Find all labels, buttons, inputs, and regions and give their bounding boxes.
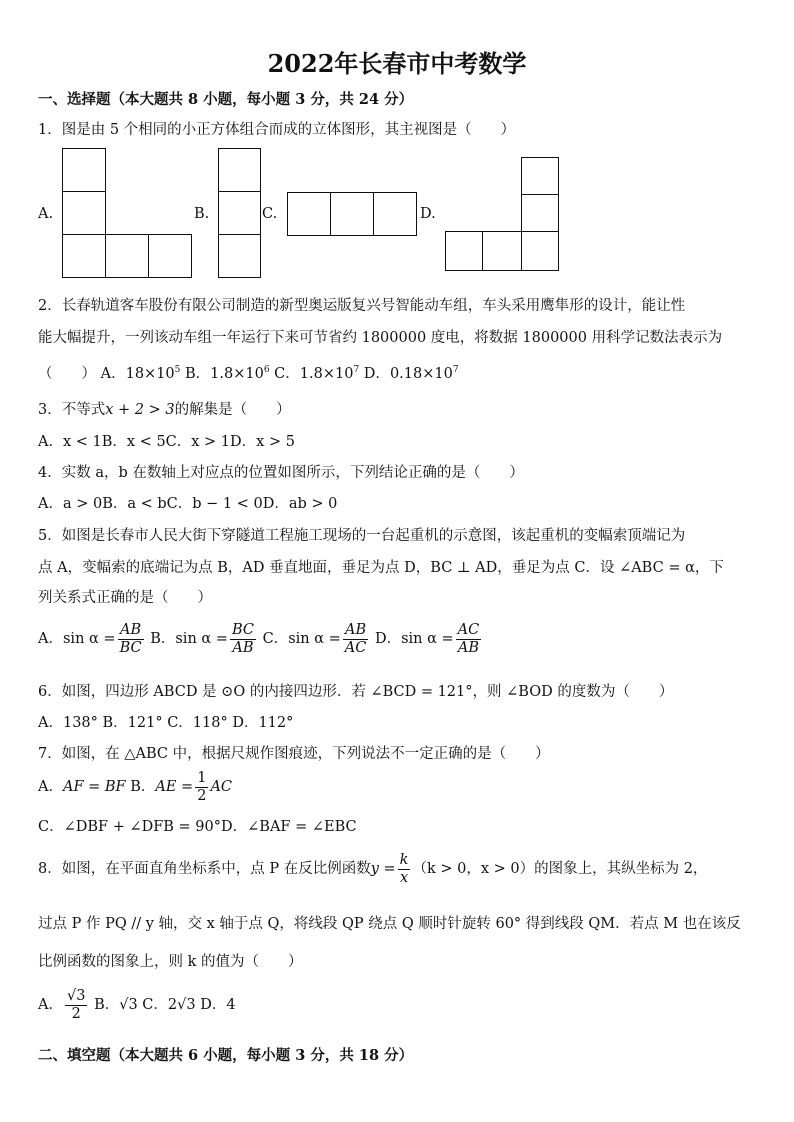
answer-paren: （ ）: [38, 366, 96, 382]
question-2-options: [38, 362, 459, 383]
option-c-value: 1.8×10: [299, 366, 354, 382]
question-7-stem: 7．如图，在 △ABC 中，根据尺规作图痕迹，下列说法不一定正确的是（ ）: [38, 746, 550, 762]
question-7-options-cd: C．∠DBF + ∠DFB = 90°D．∠BAF = ∠EBC: [38, 819, 357, 835]
question-6-stem: 6．如图，四边形 ABCD 是 ⊙O 的内接四边形．若 ∠BCD = 121°，则 ∠BOD 的度数为（ ）: [38, 684, 674, 700]
question-5-line3: 列关系式正确的是（ ）: [38, 590, 212, 606]
option-d-value: 0.18×10: [389, 366, 453, 382]
option-b-sin: sin α =: [175, 631, 228, 648]
option-a-sin: sin α =: [62, 631, 116, 648]
q1-b-square: [218, 148, 261, 192]
option-b-post: AC: [210, 779, 233, 796]
option-a-label: A．: [38, 779, 63, 796]
option-d-label: D．: [200, 997, 227, 1014]
option-b-fraction: [230, 622, 256, 656]
option-c-exponent: 7: [353, 365, 360, 376]
section-choice-heading: 一、选择题（本大题共 8 小题，每小题 3 分，共 24 分）: [38, 91, 414, 108]
denominator: AC: [344, 639, 367, 656]
option-d-fraction: [456, 622, 482, 656]
option-d-exponent: 7: [452, 365, 459, 376]
question-4-options: A．a > 0B．a < bC．b − 1 < 0D．ab > 0: [38, 496, 338, 512]
q1-d-square: [521, 194, 559, 232]
q1-c-square: [330, 192, 374, 236]
numerator: BC: [231, 622, 254, 638]
question-8-line3: 比例函数的图象上，则 k 的值为（ ）: [38, 954, 303, 970]
q1-option-b-label: B.: [194, 206, 210, 222]
option-c-label: C．: [262, 631, 289, 648]
denominator: BC: [119, 639, 142, 656]
question-1-stem: 1．图是由 5 个相同的小正方体组合而成的立体图形，其主视图是（ ）: [38, 122, 516, 138]
q1-c-square: [373, 192, 417, 236]
option-b-pre: AE =: [155, 779, 194, 796]
q1-option-d-label: D.: [420, 206, 436, 222]
q1-d-square: [482, 231, 522, 271]
option-d-label: D．: [363, 366, 390, 382]
question-2-line2: 能大幅提升，一列该动车组一年运行下来可节省约 1800000 度电，将数据 1800000 用科学记数法表示为: [38, 330, 723, 346]
q1-c-square: [287, 192, 331, 236]
question-8-line2: 过点 P 作 PQ // y 轴，交 x 轴于点 Q，将线段 QP 绕点 Q 顺时针旋转 60° 得到线段 QM．若点 M 也在该反: [38, 916, 741, 932]
denominator: 2: [197, 787, 207, 804]
numerator: 1: [197, 770, 207, 786]
option-a-exponent: 5: [174, 365, 181, 376]
q1-a-square: [62, 191, 106, 235]
option-b-label: B．: [130, 779, 156, 796]
denominator: 2: [71, 1005, 81, 1022]
q1-b-square: [218, 234, 261, 278]
option-b-value: 1.8×10: [210, 366, 264, 382]
q1-option-a-label: A.: [38, 206, 54, 222]
q8-function-y: y =: [370, 861, 396, 878]
option-a-value: 18×10: [125, 366, 175, 382]
q1-a-square: [62, 234, 106, 278]
q1-a-square: [62, 148, 106, 192]
option-b-label: B．: [94, 997, 120, 1014]
q1-a-square: [105, 234, 149, 278]
option-c-label: C．: [274, 366, 300, 382]
numerator: AB: [120, 622, 142, 638]
question-5-options: [38, 622, 483, 656]
numerator: AC: [457, 622, 480, 638]
option-b-label: B．: [150, 631, 176, 648]
q1-b-square: [218, 191, 261, 235]
denominator: AB: [232, 639, 254, 656]
option-a-label: A．: [100, 366, 126, 382]
option-b-exponent: 6: [263, 365, 270, 376]
page-title: 2022年长春市中考数学: [267, 49, 527, 78]
option-c-fraction: [343, 622, 369, 656]
option-c-value: 2√3: [167, 997, 196, 1014]
question-5-line1: 5．如图是长春市人民大街下穿隧道工程施工现场的一台起重机的示意图，该起重机的变幅索顶端记为: [38, 528, 686, 544]
question-5-line2: 点 A，变幅索的底端记为点 B，AD 垂直地面，垂足为点 D，BC ⊥ AD，垂足为点 C．设 ∠ABC = α，下: [38, 560, 724, 576]
option-a-expr: AF = BF: [62, 779, 126, 796]
q1-option-c-label: C.: [262, 206, 278, 222]
q1-a-square: [148, 234, 192, 278]
question-3-stem: [38, 398, 291, 419]
question-8-options: [38, 988, 236, 1022]
option-a-fraction: [65, 988, 87, 1022]
option-b-value: √3: [119, 997, 138, 1014]
q3-inequality: x + 2 > 3: [105, 402, 175, 418]
section-fill-heading: 二、填空题（本大题共 6 小题，每小题 3 分，共 18 分）: [38, 1047, 414, 1064]
option-c-label: C．: [142, 997, 168, 1014]
q1-d-square: [445, 231, 483, 271]
option-d-sin: sin α =: [401, 631, 454, 648]
q1-d-square: [521, 157, 559, 195]
option-d-value: 4: [226, 997, 236, 1014]
denominator: x: [399, 869, 409, 886]
option-b-label: B．: [185, 366, 211, 382]
q1-d-square: [521, 231, 559, 271]
question-7-options-ab: [38, 770, 232, 804]
question-3-options: A．x < 1B．x < 5C．x > 1D．x > 5: [38, 434, 295, 450]
numerator: AB: [344, 622, 367, 638]
option-a-label: A．: [38, 997, 63, 1014]
q8-stem-post: （k > 0，x > 0）的图象上，其纵坐标为 2，: [412, 861, 708, 878]
question-2-line1: 2．长春轨道客车股份有限公司制造的新型奥运版复兴号智能动车组，车头采用鹰隼形的设计，能让性: [38, 298, 686, 314]
q8-function-fraction: [398, 852, 411, 886]
option-d-label: D．: [374, 631, 402, 648]
question-8-line1: [38, 852, 707, 886]
numerator: √3: [66, 988, 86, 1004]
question-4-stem: 4．实数 a，b 在数轴上对应点的位置如图所示，下列结论正确的是（ ）: [38, 465, 524, 481]
option-a-label: A．: [38, 631, 63, 648]
q3-stem-pre: 3．不等式: [38, 402, 106, 418]
question-6-options: A．138° B．121° C．118° D．112°: [38, 715, 294, 731]
numerator: k: [399, 852, 409, 868]
q8-stem-pre: 8．如图，在平面直角坐标系中，点 P 在反比例函数: [38, 861, 371, 878]
option-b-fraction: [195, 770, 208, 804]
denominator: AB: [457, 639, 480, 656]
option-a-fraction: [118, 622, 144, 656]
option-c-sin: sin α =: [288, 631, 341, 648]
q3-stem-post: 的解集是（ ）: [174, 402, 291, 418]
